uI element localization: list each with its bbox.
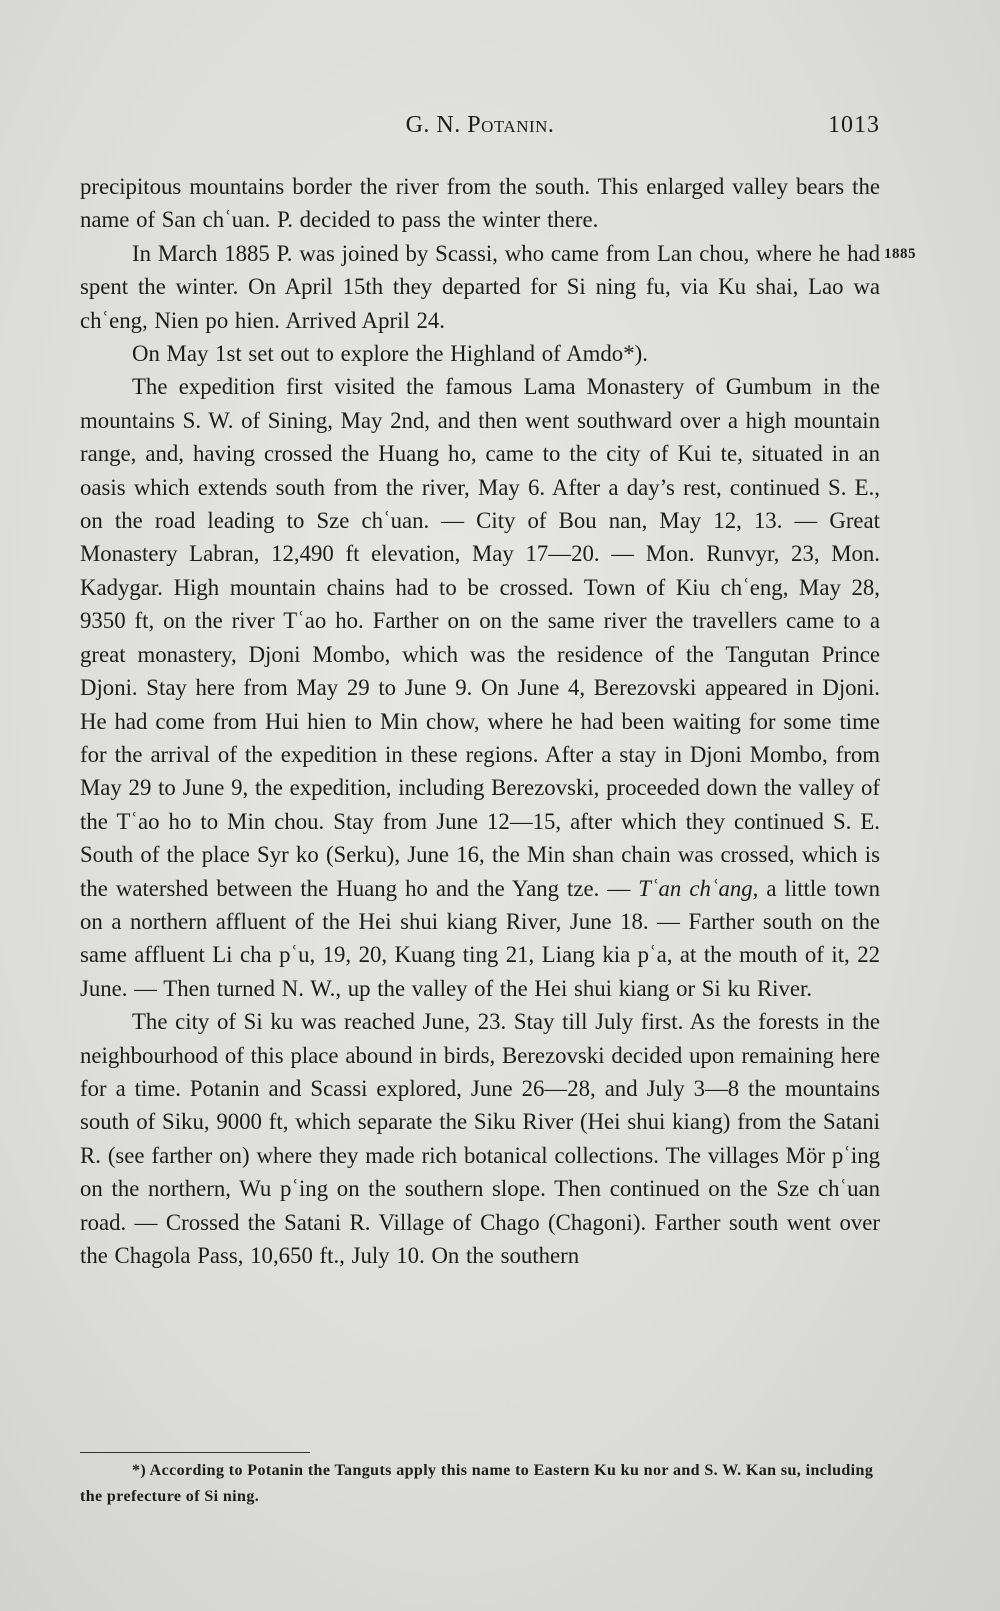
margin-note-year: 1885 — [884, 246, 916, 262]
paragraph-1: precipitous mountains border the river from the south. This enlarged valley bears the name of San chʿuan. P. decided to pass the winter there. — [80, 174, 880, 233]
paragraph-4-italic-place: Tʿan chʿang, — [638, 875, 759, 901]
paragraph-3: On May 1st set out to explore the Highland of Amdo*). — [132, 341, 648, 367]
paragraph-2: In March 1885 P. was joined by Scassi, who came from Lan chou, where he had spent the winter. On April 15th they departed for Si ning fu, via Ku shai, Lao wa chʿeng, Nien po hien. Arrived April 24. — [80, 240, 880, 333]
page-header — [80, 112, 880, 152]
footnote-text: *) According to Potanin the Tanguts apply this name to Eastern Ku ku nor and S. W. Kan su, including the prefecture of Si ning. — [80, 1462, 874, 1505]
paragraph-4-text-after: a little town on a northern affluent of the Hei shui kiang River, June 18. — Farther south on the same affluent Li cha pʿu, 19, 20, Kuang ting 21, Liang kia pʿa, at the mouth of it, 22 June. — Then turned N. W., up the valley of the Hei shui kiang or Si ku River. — [80, 875, 880, 1001]
footnote-rule — [80, 1452, 310, 1453]
paragraph-5: The city of Si ku was reached June, 23. Stay till July first. As the forests in the neighbourhood of this place abound in birds, Berezovski decided upon remaining here for a time. Potanin and Scassi explored, June 26—28, and July 3—8 the mountains south of Siku, 9000 ft, which separate the Siku River (Hei shui kiang) from the Satani R. (see farther on) where they made rich botanical collections. The villages Mör pʿing on the northern, Wu pʿing on the southern slope. Then continued on the Sze chʿuan road. — Crossed the Satani R. Village of Chago (Chagoni). Farther south went over the Chagola Pass, 10,650 ft., July 10. On the southern — [80, 1009, 880, 1268]
running-head-name: Potanin. — [467, 112, 555, 138]
paragraph-4-text: The expedition first visited the famous Lama Monastery of Gumbum in the mountains S. W. of Sining, May 2nd, and then went southward over a high mountain range, and, having crossed the Huang ho, came to the city of Kui te, situated in an oasis which extends south from the river, May 6. After a day’s rest, continued S. E., on the road leading to Sze chʿuan. — City of Bou nan, May 12, 13. — Great Monastery Labran, 12,490 ft elevation, May 17—20. — Mon. Runvyr, 23, Mon. Kadygar. High mountain chains had to be crossed. Town of Kiu chʿeng, May 28, 9350 ft, on the river Tʿao ho. Farther on on the same river the travellers came to a great monastery, Djoni Mombo, which was the residence of the Tangutan Prince Djoni. Stay here from May 29 to June 9. On June 4, Berezovski appeared in Djoni. He had come from Hui hien to Min chow, where he had been waiting for some time for the arrival of the expedition in these regions. After a stay in Djoni Mombo, from May 29 to June 9, the expedition, including Berezovski, proceeded down the valley of the Tʿao ho to Min chou. Stay from June 12—15, after which they continued S. E. South of the place Syr ko (Serku), June 16, the Min shan chain was crossed, which is the watershed between the Huang ho and the Yang tze. — — [80, 374, 880, 901]
footnote — [80, 1458, 880, 1510]
paragraph-4 — [80, 370, 880, 1005]
running-head-initials: G. N. — [405, 112, 461, 138]
page-number: 1013 — [828, 112, 880, 138]
body-text — [80, 170, 880, 1272]
running-head — [80, 112, 880, 139]
